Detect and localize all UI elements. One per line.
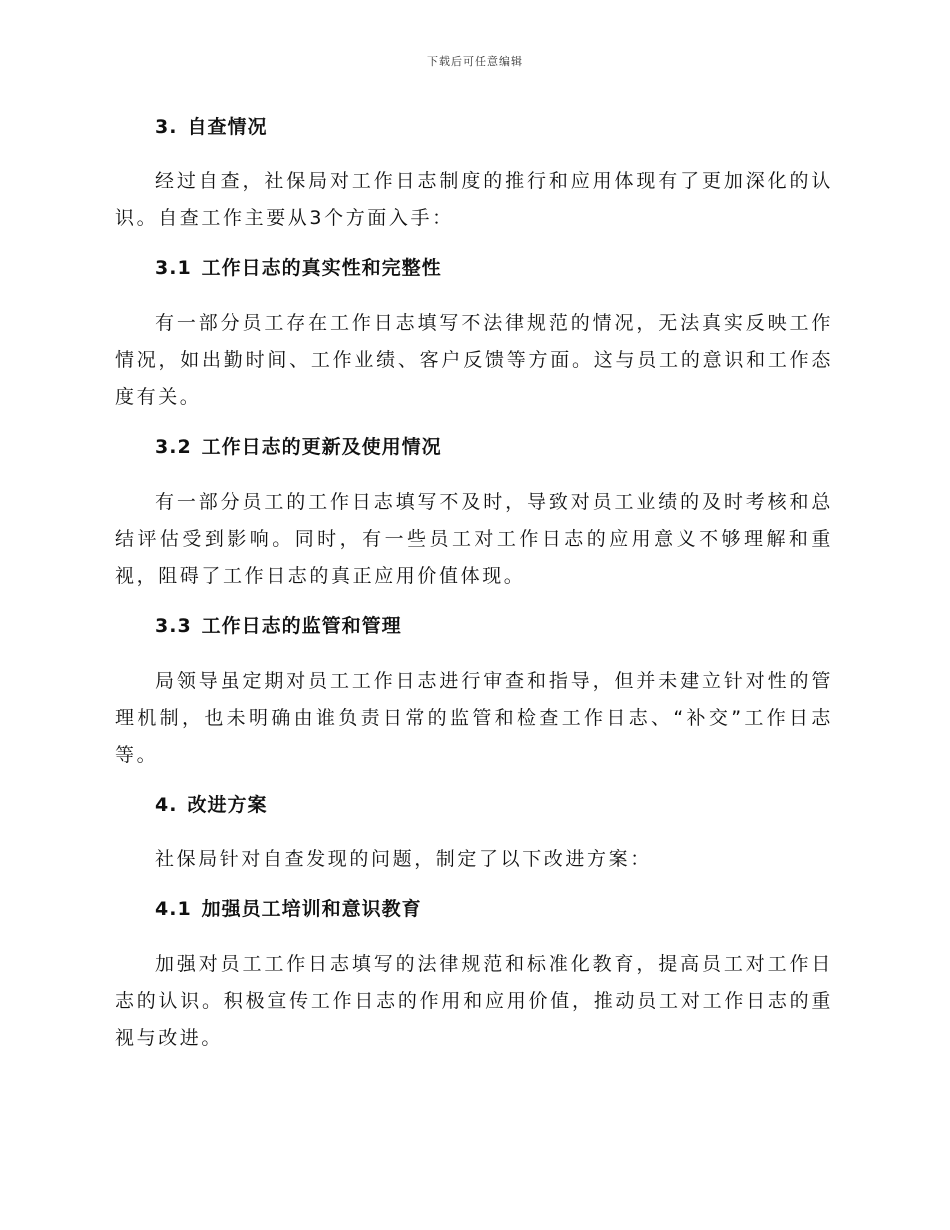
- section-4-intro: 社保局针对自查发现的问题，制定了以下改进方案：: [155, 848, 652, 870]
- section-3-3-number: 3.3: [155, 615, 192, 637]
- section-3-2-number: 3.2: [155, 436, 192, 458]
- section-4-1-heading: [155, 892, 833, 926]
- section-3-2-body: 有一部分员工的工作日志填写不及时，导致对员工业绩的及时考核和总结评估受到影响。同时，有一些员工对工作日志的应用意义不够理解和重视，阻碍了工作日志的真正应用价值体现。: [115, 491, 833, 587]
- section-3-3-body: 局领导虽定期对员工工作日志进行审查和指导，但并未建立针对性的管理机制，也未明确由谁负责日常的监管和检查工作日志、“补交”工作日志等。: [115, 670, 833, 766]
- document-body: [115, 110, 833, 1057]
- section-4-1-title: 加强员工培训和意识教育: [201, 898, 422, 920]
- section-4-1-number: 4.1: [155, 898, 192, 920]
- page-header: 下载后可任意编辑: [427, 55, 523, 68]
- section-3-3-title: 工作日志的监管和管理: [201, 615, 402, 637]
- section-4-number: 4.: [155, 794, 178, 816]
- section-3-1-body: 有一部分员工存在工作日志填写不法律规范的情况，无法真实反映工作情况，如出勤时间、工作业绩、客户反馈等方面。这与员工的意识和工作态度有关。: [115, 312, 833, 408]
- section-3-1-heading: [155, 251, 833, 285]
- section-3-number: 3.: [155, 116, 178, 138]
- section-3-intro: 经过自查，社保局对工作日志制度的推行和应用体现有了更加深化的认识。自查工作主要从3个方面入手：: [115, 170, 833, 229]
- section-3-heading: [155, 110, 833, 144]
- section-3-3-heading: [155, 609, 833, 643]
- section-3-1-title: 工作日志的真实性和完整性: [201, 257, 442, 279]
- section-3-1-number: 3.1: [155, 257, 192, 279]
- section-3-2-title: 工作日志的更新及使用情况: [201, 436, 442, 458]
- section-4-1-body: 加强对员工工作日志填写的法律规范和标准化教育，提高员工对工作日志的认识。积极宣传工作日志的作用和应用价值，推动员工对工作日志的重视与改进。: [115, 953, 833, 1049]
- section-3-2-heading: [155, 430, 833, 464]
- section-4-title: 改进方案: [187, 794, 268, 816]
- section-3-title: 自查情况: [187, 116, 268, 138]
- section-4-heading: [155, 788, 833, 822]
